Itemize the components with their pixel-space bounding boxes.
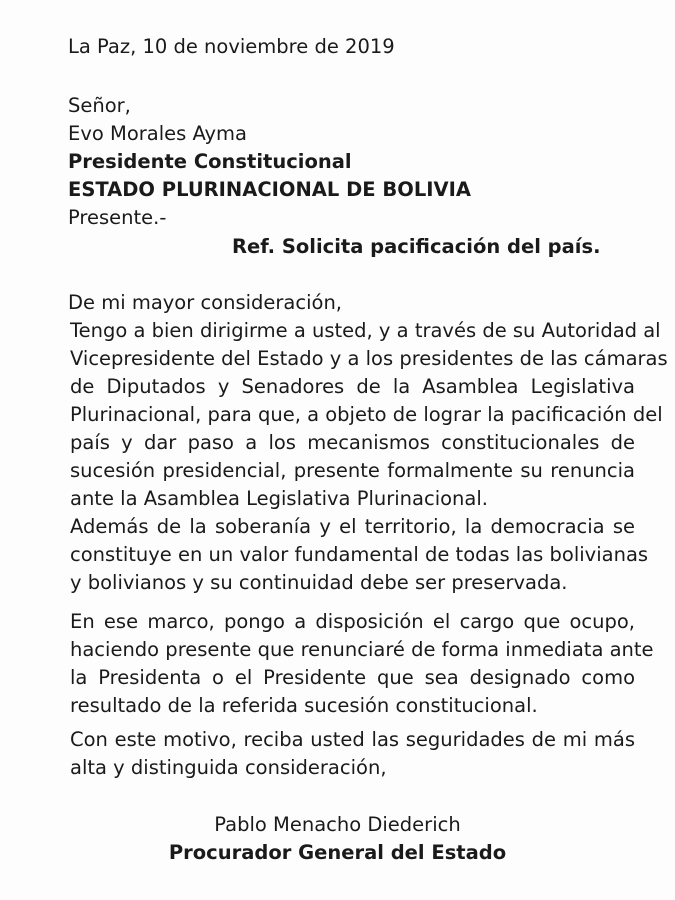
recipient-name: Evo Morales Ayma [68,122,247,145]
body-line: Además de la soberanía y el territorio, la democracia se [70,515,635,538]
body-line: En ese marco, pongo a disposición el cargo que ocupo, [70,610,635,633]
body-line: de Diputados y Senadores de la Asamblea Legislativa [70,375,635,398]
signature-title: Procurador General del Estado [168,841,507,864]
body-line: constituye en un valor fundamental de todas las bolivianas [70,543,649,566]
recipient-state: ESTADO PLURINACIONAL DE BOLIVIA [68,178,471,201]
body-line: sucesión presidencial, presente formalmente su renuncia [70,459,635,482]
body-line: y bolivianos y su continuidad debe ser preservada. [70,571,568,594]
signature-name: Pablo Menacho Diederich [214,813,461,836]
recipient-title: Presidente Constitucional [68,150,352,173]
greeting: De mi mayor consideración, [68,291,343,314]
body-line: país y dar paso a los mecanismos constitucionales de [70,431,635,454]
body-line: ante la Asamblea Legislativa Plurinacional. [70,487,488,510]
recipient-presente: Presente.- [68,206,167,229]
body-line: resultado de la referida sucesión constitucional. [70,694,538,717]
body-line: Vicepresidente del Estado y a los presidentes de las cámaras [70,347,668,370]
body-line: Plurinacional, para que, a objeto de lograr la pacificación del [70,403,663,426]
letter-date: La Paz, 10 de noviembre de 2019 [68,35,395,58]
body-line: haciendo presente que renunciaré de forma inmediata ante [70,638,654,661]
body-line: Tengo a bien dirigirme a usted, y a través de su Autoridad al [70,319,661,342]
body-line: la Presidenta o el Presidente que sea designado como [70,666,635,689]
recipient-salutation: Señor, [68,94,131,117]
reference-line: Ref. Solicita pacificación del país. [232,235,601,258]
body-line: Con este motivo, reciba usted las seguridades de mi más [70,728,635,751]
body-line: alta y distinguida consideración, [70,756,387,779]
